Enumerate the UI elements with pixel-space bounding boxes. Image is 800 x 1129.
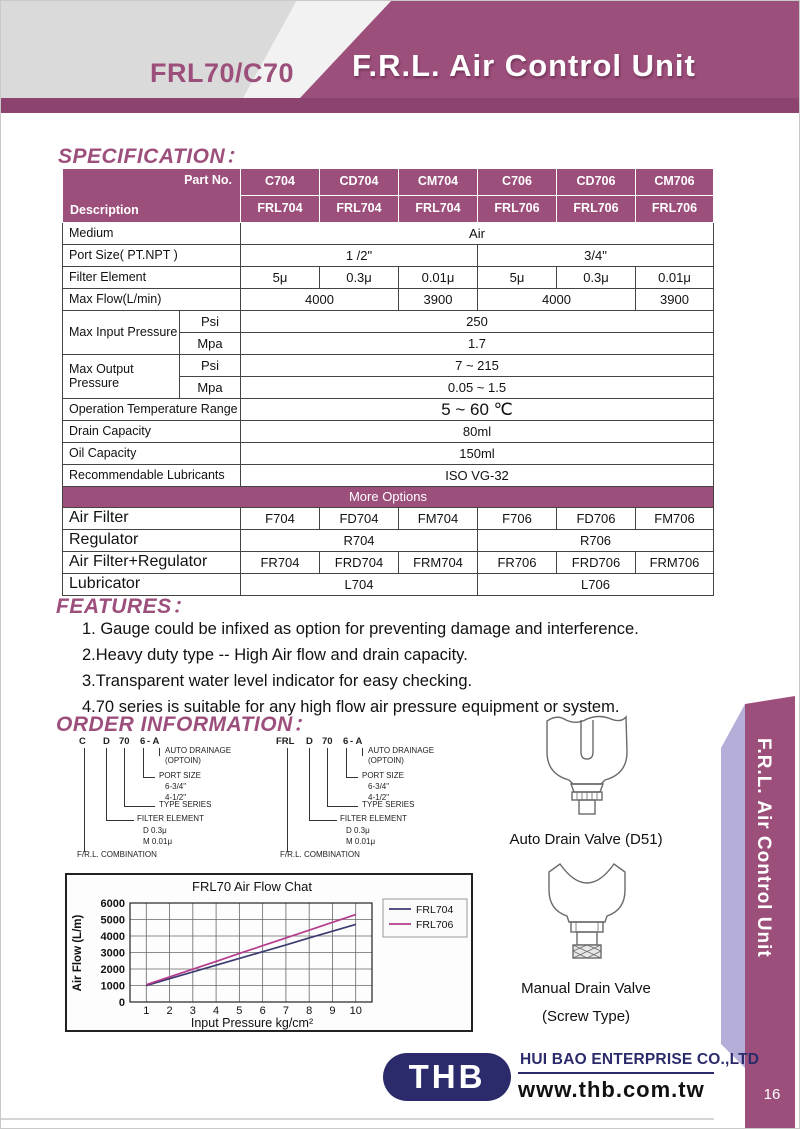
cell: 250 — [241, 311, 714, 333]
cell: FRM706 — [636, 552, 714, 574]
code-token: C — [79, 736, 86, 747]
svg-text:FRL706: FRL706 — [416, 919, 454, 931]
row-label: Max Input Pressure — [63, 311, 180, 355]
svg-text:Input Pressure kg/cm²: Input Pressure kg/cm² — [190, 1016, 314, 1030]
connector-line — [327, 748, 328, 806]
cell: 0.01μ — [636, 267, 714, 289]
thb-logo: THB — [383, 1053, 511, 1101]
col-header: CM704 — [399, 169, 478, 196]
cell: FM704 — [399, 508, 478, 530]
code-token: 6 — [343, 736, 349, 747]
cell: 7 ~ 215 — [241, 355, 714, 377]
unit-cell: Psi — [180, 355, 241, 377]
connector-line — [362, 748, 363, 756]
feature-item: 2.Heavy duty type -- High Air flow and drain capacity. — [82, 646, 468, 664]
svg-text:5: 5 — [236, 1005, 243, 1017]
cell: 80ml — [241, 421, 714, 443]
svg-text:2: 2 — [166, 1005, 173, 1017]
table-row-temperature — [63, 399, 714, 421]
svg-text:10: 10 — [349, 1005, 362, 1017]
svg-text:FRL704: FRL704 — [416, 904, 454, 916]
order-label: PORT SIZE — [159, 771, 201, 780]
connector-line — [327, 806, 358, 807]
row-label: Regulator — [63, 530, 241, 552]
connector-line — [106, 820, 134, 821]
code-token: D — [306, 736, 313, 747]
unit-cell: Mpa — [180, 377, 241, 399]
cell: F704 — [241, 508, 320, 530]
order-label: PORT SIZE — [362, 771, 404, 780]
order-label: F/R.L. COMBINATION — [77, 850, 157, 859]
cell: FR704 — [241, 552, 320, 574]
row-label: Oil Capacity — [63, 443, 241, 465]
svg-text:6: 6 — [259, 1005, 266, 1017]
table-row-max-flow — [63, 289, 714, 311]
connector-line — [124, 748, 125, 806]
website-url: www.thb.com.tw — [518, 1077, 705, 1102]
auto-drain-valve-drawing — [527, 712, 643, 824]
order-label: 4-1/2" — [165, 793, 187, 802]
unit-cell: Mpa — [180, 333, 241, 355]
cell: 150ml — [241, 443, 714, 465]
row-label: Port Size( PT.NPT ) — [63, 245, 241, 267]
order-label: D 0.3μ — [143, 826, 167, 835]
page-bottom-edge — [0, 1118, 714, 1120]
col-header: C704 — [241, 169, 320, 196]
header-banner — [0, 0, 800, 113]
svg-text:1: 1 — [143, 1005, 150, 1017]
order-label: (OPTOIN) — [165, 756, 201, 765]
connector-line — [143, 748, 144, 777]
table-row-air-filter — [63, 508, 714, 530]
row-label: Air Filter+Regulator — [63, 552, 241, 574]
page-title: F.R.L. Air Control Unit — [352, 48, 696, 83]
col-header: CD706 — [557, 169, 636, 196]
cell: FD704 — [320, 508, 399, 530]
cell: 3/4" — [478, 245, 714, 267]
row-label: Filter Element — [63, 267, 241, 289]
row-label: Max Flow(L/min) — [63, 289, 241, 311]
table-row-max-input-psi — [63, 311, 714, 333]
cell: 4000 — [478, 289, 636, 311]
order-code-diagram-c — [75, 736, 275, 868]
cell: FRM704 — [399, 552, 478, 574]
cell: 0.01μ — [399, 267, 478, 289]
order-label: F/R.L. COMBINATION — [280, 850, 360, 859]
order-label: 4-1/2" — [368, 793, 390, 802]
auto-drain-valve-label: Auto Drain Valve (D51) — [509, 831, 663, 848]
cell: 3900 — [399, 289, 478, 311]
connector-line — [346, 777, 358, 778]
col-header: FRL706 — [557, 196, 636, 223]
svg-text:2000: 2000 — [100, 964, 125, 976]
part-no-label: Part No. — [184, 173, 232, 187]
connector-line — [287, 748, 288, 852]
table-row-medium — [63, 223, 714, 245]
cell: 4000 — [241, 289, 399, 311]
connector-line — [84, 748, 85, 852]
order-label: D 0.3μ — [346, 826, 370, 835]
table-row-drain-capacity — [63, 421, 714, 443]
row-label: Operation Temperature Range — [63, 399, 241, 421]
cell: FRD706 — [557, 552, 636, 574]
order-label: TYPE SERIES — [159, 800, 212, 809]
svg-text:4: 4 — [213, 1005, 220, 1017]
cell: 5 ~ 60 ℃ — [241, 399, 714, 421]
connector-line — [159, 748, 160, 756]
order-label: 6-3/4" — [165, 782, 187, 791]
cell: 0.05 ~ 1.5 — [241, 377, 714, 399]
model-label: FRL70/C70 — [150, 58, 295, 88]
order-label: FILTER ELEMENT — [137, 814, 204, 823]
connector-line — [106, 748, 107, 820]
code-token: D — [103, 736, 110, 747]
cell: 0.3μ — [557, 267, 636, 289]
svg-text:5000: 5000 — [100, 914, 125, 927]
cell: ISO VG-32 — [241, 465, 714, 487]
cell: L704 — [241, 574, 478, 596]
table-row-regulator — [63, 530, 714, 552]
corner-cell — [63, 169, 241, 223]
row-label: Air Filter — [63, 508, 241, 530]
air-flow-chart-svg — [67, 875, 471, 1030]
svg-text:0: 0 — [118, 997, 125, 1009]
col-header: CM706 — [636, 169, 714, 196]
svg-text:FRL70 Air Flow Chat: FRL70 Air Flow Chat — [192, 879, 312, 894]
cell: FR706 — [478, 552, 557, 574]
order-label: TYPE SERIES — [362, 800, 415, 809]
row-label: Max Output Pressure — [63, 355, 180, 399]
code-token: FRL — [276, 736, 295, 747]
table-row-air-filter-regulator — [63, 552, 714, 574]
cell: 0.3μ — [320, 267, 399, 289]
sidebar-tab-label: F.R.L. Air Control Unit — [753, 738, 774, 958]
manual-drain-valve-drawing — [527, 860, 643, 978]
code-token: - A — [147, 736, 160, 747]
specification-heading: SPECIFICATION： — [58, 145, 247, 168]
svg-text:3000: 3000 — [100, 947, 125, 960]
order-code-diagram-frl — [278, 736, 478, 868]
svg-text:3: 3 — [189, 1005, 196, 1017]
table-row-max-output-psi — [63, 355, 714, 377]
svg-text:8: 8 — [306, 1005, 313, 1017]
company-name: HUI BAO ENTERPRISE CO.,LTD — [520, 1051, 760, 1068]
feature-item: 1. Gauge could be infixed as option for preventing damage and interference. — [82, 620, 639, 638]
unit-cell: Psi — [180, 311, 241, 333]
code-token: - A — [350, 736, 363, 747]
features-heading: FEATURES： — [56, 595, 194, 618]
cell: 5μ — [241, 267, 320, 289]
table-row-filter-element — [63, 267, 714, 289]
code-token: 70 — [322, 736, 333, 747]
cell: 3900 — [636, 289, 714, 311]
cell: 5μ — [478, 267, 557, 289]
air-flow-chart — [65, 873, 473, 1032]
table-row-lubricants — [63, 465, 714, 487]
col-header: C706 — [478, 169, 557, 196]
connector-line — [346, 748, 347, 777]
order-label: M 0.01μ — [143, 837, 173, 846]
col-header: FRL704 — [399, 196, 478, 223]
svg-text:1000: 1000 — [100, 980, 125, 993]
order-label: 6-3/4" — [368, 782, 390, 791]
cell: 1.7 — [241, 333, 714, 355]
svg-text:4000: 4000 — [100, 931, 125, 943]
order-label: AUTO DRAINAGE — [165, 746, 232, 755]
cell: 1 /2" — [241, 245, 478, 267]
feature-item: 3.Transparent water level indicator for easy checking. — [82, 672, 473, 690]
order-label: FILTER ELEMENT — [340, 814, 407, 823]
cell: FM706 — [636, 508, 714, 530]
row-label: Medium — [63, 223, 241, 245]
order-label: AUTO DRAINAGE — [368, 746, 435, 755]
row-label: Recommendable Lubricants — [63, 465, 241, 487]
col-header: FRL704 — [241, 196, 320, 223]
svg-text:Air Flow (L/m): Air Flow (L/m) — [72, 914, 84, 992]
specification-table — [62, 168, 714, 596]
code-token: 70 — [119, 736, 130, 747]
connector-line — [309, 820, 337, 821]
connector-line — [143, 777, 155, 778]
footer-divider — [518, 1072, 714, 1074]
col-header: CD704 — [320, 169, 399, 196]
row-label: Lubricator — [63, 574, 241, 596]
row-label: Drain Capacity — [63, 421, 241, 443]
manual-drain-valve-label: Manual Drain Valve — [521, 980, 651, 997]
banner-label: More Options — [63, 487, 714, 508]
more-options-banner — [63, 487, 714, 508]
col-header: FRL706 — [636, 196, 714, 223]
order-label: (OPTOIN) — [368, 756, 404, 765]
page-number: 16 — [763, 1086, 781, 1103]
cell: FD706 — [557, 508, 636, 530]
manual-drain-valve-sublabel: (Screw Type) — [541, 1008, 631, 1025]
table-row-port-size — [63, 245, 714, 267]
cell: Air — [241, 223, 714, 245]
feature-item: 4.70 series is suitable for any high flow air pressure equipment or system. — [82, 698, 620, 716]
connector-line — [309, 748, 310, 820]
svg-text:6000: 6000 — [100, 898, 125, 910]
table-row-oil-capacity — [63, 443, 714, 465]
svg-text:7: 7 — [282, 1005, 289, 1017]
connector-line — [124, 806, 155, 807]
table-header-row — [63, 169, 714, 196]
order-information-heading: ORDER INFORMATION： — [56, 713, 315, 736]
order-label: M 0.01μ — [346, 837, 376, 846]
cell: L706 — [478, 574, 714, 596]
cell: R706 — [478, 530, 714, 552]
cell: R704 — [241, 530, 478, 552]
cell: FRD704 — [320, 552, 399, 574]
code-token: 6 — [140, 736, 146, 747]
col-header: FRL704 — [320, 196, 399, 223]
description-label: Description — [70, 202, 139, 217]
svg-text:9: 9 — [329, 1005, 336, 1017]
col-header: FRL706 — [478, 196, 557, 223]
cell: F706 — [478, 508, 557, 530]
